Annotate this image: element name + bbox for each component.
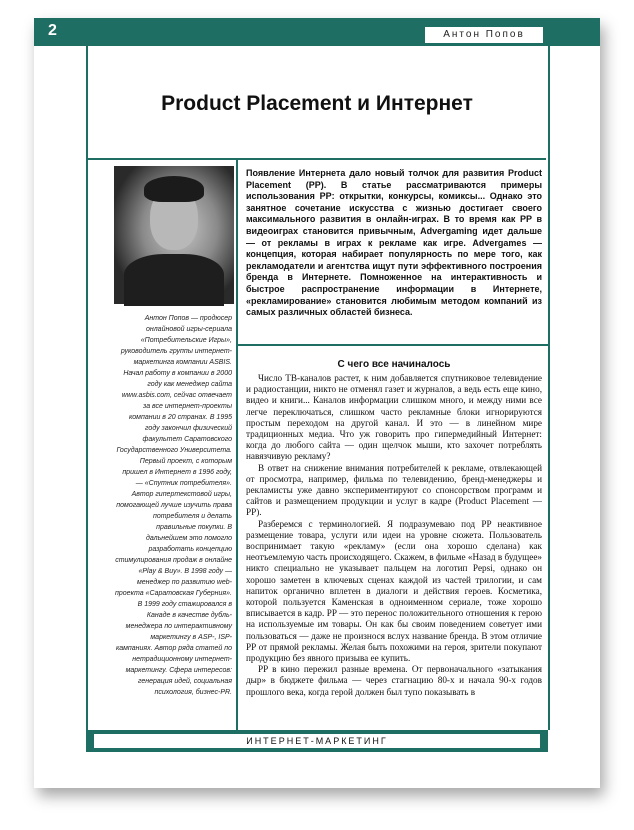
paragraph: В ответ на снижение внимания потребителей к рекламе, отвлекающей от просмотра, например, фильма по телевидению, бренд-менеджеры и рекламисты уже давно экспериментируют со спонсорством программ и сайтов и размещением продукции и услуг в кадре (Product Placement — PP). [246,462,542,518]
magazine-page [34,18,600,788]
paragraph: Разберемся с терминологией. Я подразумеваю под PP неактивное размещение товара, услуги или идеи на уровне сюжета. Пользователь воспринимает такую «рекламу» (если она хорошо сделана) как неотъемлемую часть происходящего. Скажем, в фильме «Назад в будущее» никто специально не указывает пальцем на логотип Pepsi, однако он хорошо заметен в ключевых сценах каждой из частей трилогии, и сам напиток органично вплетен в диалоги и действия героев. Косметика, которой пользуется Каменская в одноименном сериале, тоже хорошо вписывается в кадр. PP — это перенос положительного отношения к герою на используемые им товары. Он как бы своим поведением советует ими пользоваться — даже не произнося вслух название бренда. В этом отличие PP от прямой рекламы. Желая быть похожими на героя, зрители покупают продукцию без явного призыва ее купить. [246,518,542,664]
author-header: Антон Попов [424,26,544,44]
page-number: 2 [48,22,57,39]
author-photo [114,166,234,304]
lead-divider [238,344,548,346]
column-divider [236,158,238,730]
paragraph: PP в кино пережил разные времена. От первоначального «затыкания дыр» в бюджете фильма — через стагнацию 80-х и начала 90-х годов прошлого века, когда герой должен был тупо показывать в [246,664,542,697]
paragraph: Число ТВ-каналов растет, к ним добавляется спутниковое телевидение и радиостанции, никто не отменял газет и журналов, а ведь есть еще кино, видео и книги... Каналов информации слишком много, и между ними все легче переключаться, слишком часто рекламные блоки игнорируются простым переходом на другой канал. И это — в линейном мире традиционных медиа. Что уж говорить про гипермедийный Интернет: когда до любого сайта — один щелчок мыши, кто захочет потреблять навязчивую рекламу? [246,373,542,462]
photo-hair [144,176,204,202]
author-bio [114,313,232,698]
title-band [88,48,546,160]
section-footer: ИНТЕРНЕТ-МАРКЕТИНГ [94,734,540,748]
section-title: С чего все начиналось [337,359,451,370]
author-bio-text: Антон Попов — продюсер онлайновой игры-сериала «Потребительские Игры», руководитель группы интернет-маркетинга компании ASBIS. Начал работу в компании в 2000 году как менеджер сайта www.asbis.com, сейчас отвечает за все интернет-проекты компании в 20 странах. В 1995 году закончил физический факультет Саратовского Государственного Университета. Первый проект, с которым пришел в Интернет в 1996 году, — «Спутник потребителя». Автор гипертекстовой игры, помогающей лучше изучить права потребителя и делать правильные покупки. В дальнейшем это помогло разработать концепцию стимулирования продаж в онлайне «Play & Buy». В 1998 году — менеджер по развитию web-проекта «Саратовская Губерния». В 1999 году стажировался в Канаде в качестве дубль-менеджера по интерактивному маркетингу в ASP-, ISP-кампаниях. Автор ряда статей по нетрадиционному интернет-маркетингу. Сфера интересов: генерация идей, социальная психология, бизнес-PR. [115,315,232,696]
top-bar [34,18,600,46]
article-body [246,373,542,698]
article-title: Product Placement и Интернет [161,92,473,115]
article-lead: Появление Интернета дало новый толчок для развития Product Placement (PP). В статье рассматриваются примеры использования PP: открытки, конкурсы, комиксы... Однако это занятное сочетание искусства с жизнью достигает своего максимального развития в онлайн-играх. В то время как PP в видеоиграх становится привычным, Advergaming идет дальше — от рекламы в играх к рекламе как игре. Advergames — концепция, которая набирает популярность по мере того, как рекламодатели и агентства ищут пути эффективного построения бренда в Интернете. Помноженное на интерактивность и быстрое распространение информации в Интернете, «рекламирование» становится любимым методом компаний из самых различных областей бизнеса. [246,168,542,318]
photo-shoulders [124,254,224,306]
